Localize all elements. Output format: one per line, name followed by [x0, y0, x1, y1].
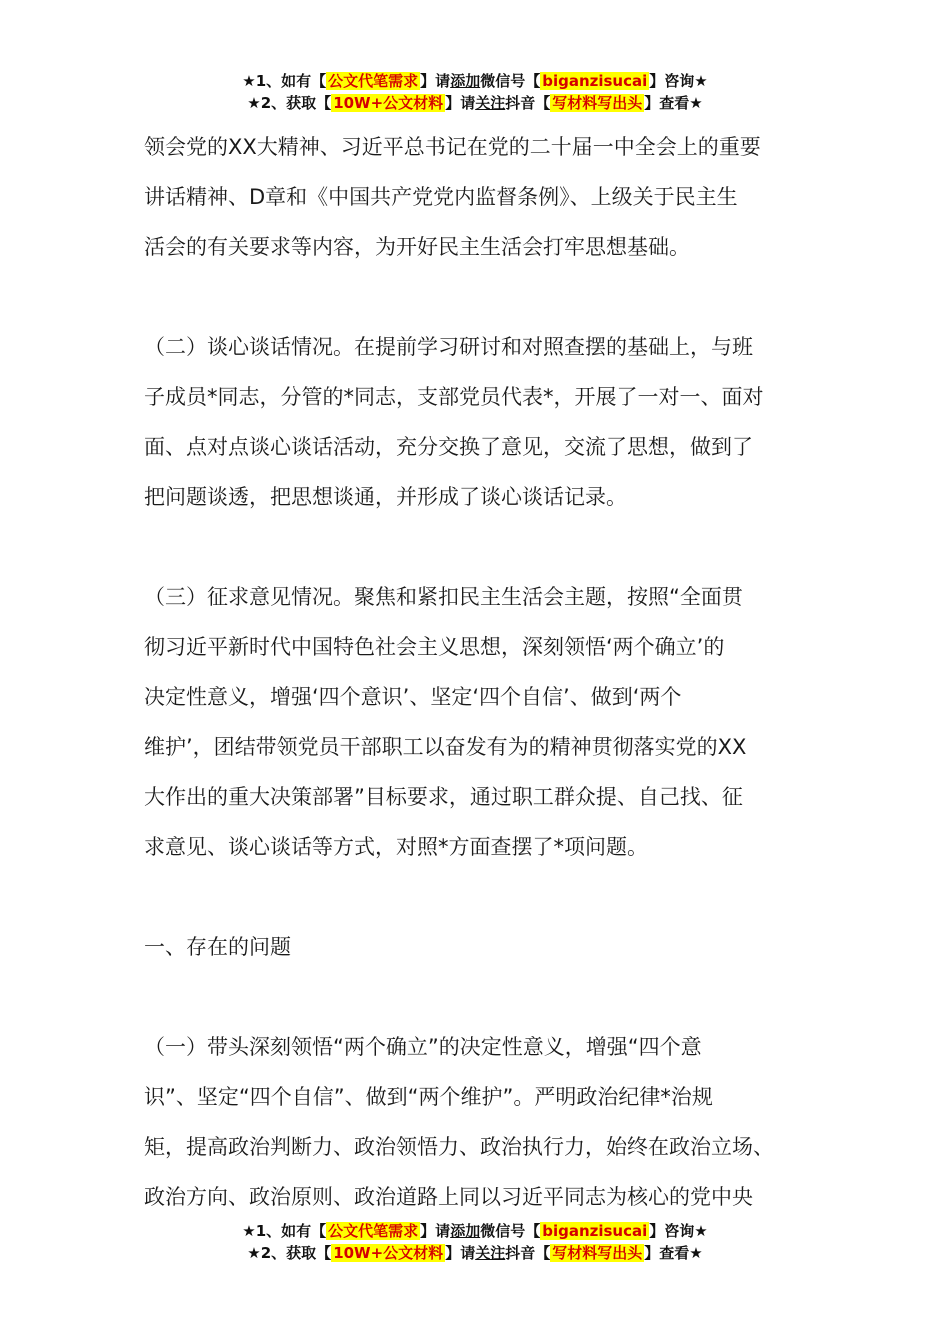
banner-text: ★2、获取【 — [247, 94, 332, 112]
section-heading: 一、存在的问题 — [144, 935, 291, 959]
paragraph-4 — [144, 1022, 816, 1222]
banner-underlined-text: 关注 — [475, 1244, 506, 1262]
banner-line-1 — [0, 70, 950, 92]
banner-line-2 — [0, 1242, 950, 1264]
banner-text: ★1、如有【 — [242, 1222, 327, 1240]
banner-highlight: 写材料写出头 — [552, 94, 643, 112]
text-line: 活会的有关要求等内容，为开好民主生活会打牢思想基础。 — [144, 235, 690, 259]
banner-underlined-text: 关注 — [475, 94, 506, 112]
banner-text: 】咨询★ — [649, 72, 708, 90]
text-line: （一）带头深刻领悟“两个确立”的决定性意义，增强“四个意 — [144, 1035, 702, 1059]
banner-underlined-text: 添加 — [450, 1222, 481, 1240]
text-line: 政治方向、政治原则、政治道路上同以习近平同志为核心的党中央 — [144, 1185, 753, 1209]
text-line: 矩，提高政治判断力、政治领悟力、政治执行力，始终在政治立场、 — [144, 1135, 774, 1159]
text-line: 面、点对点谈心谈话活动，充分交换了意见，交流了思想，做到了 — [144, 435, 753, 459]
footer-banner — [0, 1220, 950, 1264]
banner-text: 】请 — [445, 1244, 476, 1262]
text-line: 子成员*同志，分管的*同志，支部党员代表*，开展了一对一、面对 — [144, 385, 764, 409]
text-line: 领会党的XX大精神、习近平总书记在党的二十届一中全会上的重要 — [144, 135, 761, 159]
document-body — [144, 122, 816, 1222]
text-line: 大作出的重大决策部署”目标要求，通过职工群众提、自己找、征 — [144, 785, 743, 809]
banner-text: 】查看★ — [644, 1244, 703, 1262]
text-line: 决定性意义，增强‘四个意识’、坚定‘四个自信’、做到‘两个 — [144, 685, 682, 709]
paragraph-3 — [144, 572, 816, 872]
banner-highlight: 10W+公文材料 — [333, 1244, 444, 1262]
paragraph-spacer — [144, 972, 816, 1022]
text-line: 识”、坚定“四个自信”、做到“两个维护”。严明政治纪律*治规 — [144, 1085, 713, 1109]
text-line: 讲话精神、D章和《中国共产党党内监督条例》、上级关于民主生 — [144, 185, 738, 209]
banner-highlight: 公文代笔需求 — [328, 72, 419, 90]
banner-text: 抖音【 — [505, 1244, 551, 1262]
banner-text: 】请 — [420, 1222, 451, 1240]
text-line: （三）征求意见情况。聚焦和紧扣民主生活会主题，按照“全面贯 — [144, 585, 743, 609]
text-line: 求意见、谈心谈话等方式，对照*方面查摆了*项问题。 — [144, 835, 648, 859]
banner-text: 抖音【 — [505, 94, 551, 112]
banner-text: ★2、获取【 — [247, 1244, 332, 1262]
paragraph-spacer — [144, 272, 816, 322]
text-line: 把问题谈透，把思想谈通，并形成了谈心谈话记录。 — [144, 485, 627, 509]
text-line: （二）谈心谈话情况。在提前学习研讨和对照查摆的基础上，与班 — [144, 335, 753, 359]
header-banner — [0, 70, 950, 114]
banner-text: ★1、如有【 — [242, 72, 327, 90]
banner-line-2 — [0, 92, 950, 114]
banner-text: 】请 — [445, 94, 476, 112]
text-line: 彻习近平新时代中国特色社会主义思想，深刻领悟‘两个确立’的 — [144, 635, 725, 659]
paragraph-2 — [144, 322, 816, 522]
banner-text: 微信号【 — [480, 72, 541, 90]
paragraph-spacer — [144, 872, 816, 922]
banner-highlight: 10W+公文材料 — [333, 94, 444, 112]
banner-highlight: biganzisucai — [542, 72, 648, 90]
banner-highlight: biganzisucai — [542, 1222, 648, 1240]
banner-text: 】咨询★ — [649, 1222, 708, 1240]
banner-highlight: 写材料写出头 — [552, 1244, 643, 1262]
text-line: 维护’，团结带领党员干部职工以奋发有为的精神贯彻落实党的XX — [144, 735, 747, 759]
banner-text: 】请 — [420, 72, 451, 90]
paragraph-spacer — [144, 522, 816, 572]
paragraph-1 — [144, 122, 816, 272]
banner-text: 】查看★ — [644, 94, 703, 112]
banner-line-1 — [0, 1220, 950, 1242]
banner-text: 微信号【 — [480, 1222, 541, 1240]
banner-highlight: 公文代笔需求 — [328, 1222, 419, 1240]
banner-underlined-text: 添加 — [450, 72, 481, 90]
